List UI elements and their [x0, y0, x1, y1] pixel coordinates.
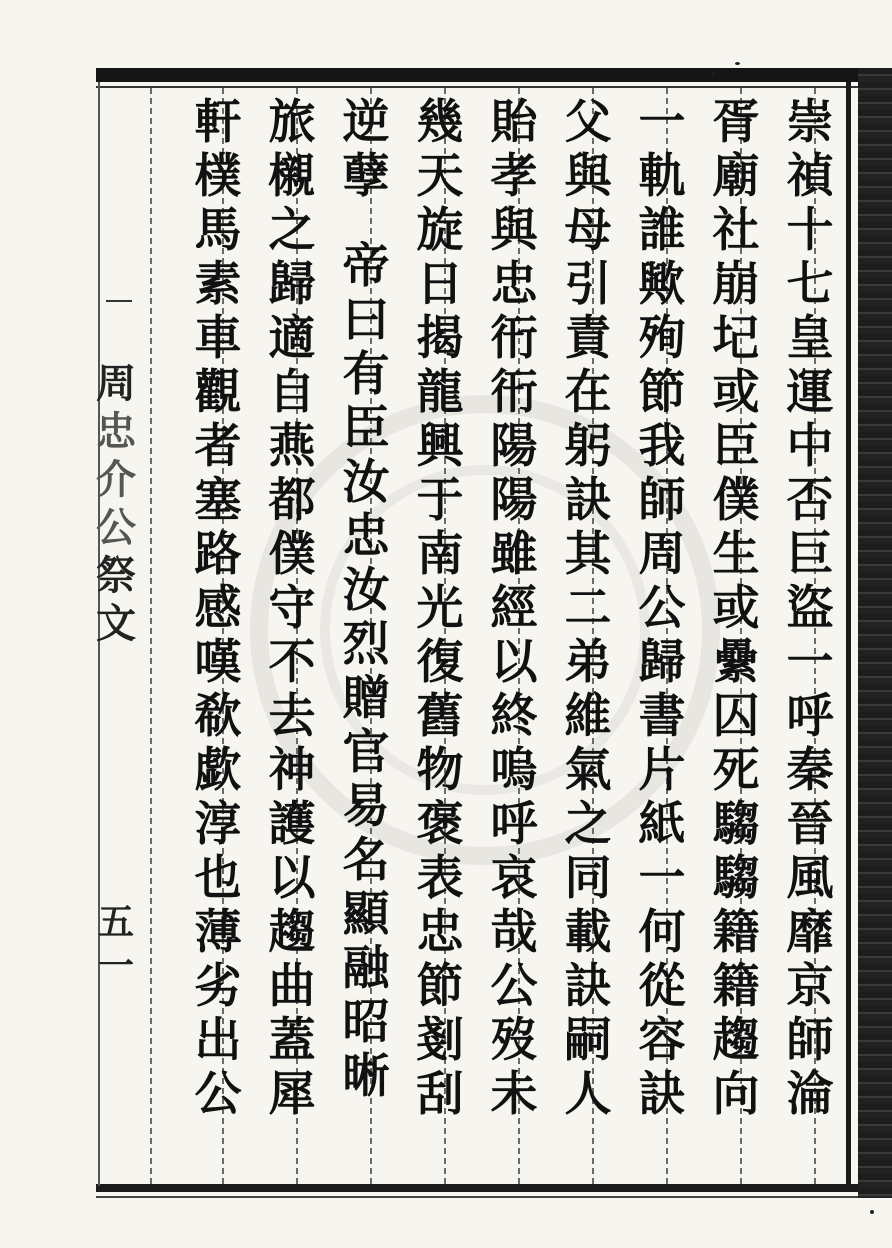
column-character: 護 — [268, 797, 316, 852]
column-character: 逆 — [342, 95, 390, 150]
column-character: 孽 — [342, 149, 390, 204]
column-character: 公 — [490, 959, 538, 1014]
column-character: 籍 — [712, 905, 760, 960]
column-character: 蓋 — [268, 1013, 316, 1068]
column-character: 之 — [268, 203, 316, 258]
column-character: 觀 — [194, 365, 242, 420]
column-character: 嘆 — [194, 635, 242, 690]
spine-title-character: 祭 — [96, 552, 136, 599]
column-character: 弟 — [564, 635, 612, 690]
column-character: 哉 — [490, 905, 538, 960]
column-character: 官 — [342, 725, 390, 780]
column-character: 陽 — [490, 419, 538, 474]
column-character: 周 — [638, 527, 686, 582]
column-character: 路 — [194, 527, 242, 582]
column-character: 巨 — [786, 527, 834, 582]
column-character: 秦 — [786, 743, 834, 798]
spine-title — [90, 360, 142, 648]
bottom-border — [96, 1184, 858, 1192]
right-frame-rule — [846, 82, 851, 1190]
column-character: 胥 — [712, 95, 760, 150]
column-character: 以 — [490, 635, 538, 690]
column-divider — [150, 88, 152, 1184]
column-character: 素 — [194, 257, 242, 312]
column-character: 者 — [194, 419, 242, 474]
top-border — [96, 68, 892, 82]
column-character: 晉 — [786, 797, 834, 852]
column-character: 興 — [416, 419, 464, 474]
column-character: 有 — [342, 347, 390, 402]
column-character: 南 — [416, 527, 464, 582]
column-character: 人 — [564, 1067, 612, 1122]
column-character: 物 — [416, 743, 464, 798]
column-character: 臣 — [712, 419, 760, 474]
column-character: 崇 — [786, 95, 834, 150]
bottom-border-rule — [96, 1196, 858, 1198]
column-character: 以 — [268, 851, 316, 906]
column-character: 于 — [416, 473, 464, 528]
column-character: 二 — [564, 581, 612, 636]
column-character: 趨 — [712, 1013, 760, 1068]
column-character: 向 — [712, 1067, 760, 1122]
column-character: 歿 — [490, 1013, 538, 1068]
column-character: 其 — [564, 527, 612, 582]
text-column-3 — [632, 96, 692, 1176]
column-character: 貽 — [490, 95, 538, 150]
column-character: 淳 — [194, 797, 242, 852]
column-character: 與 — [490, 203, 538, 258]
column-character: 父 — [564, 95, 612, 150]
column-character: 呼 — [490, 797, 538, 852]
spine-title-character: 文 — [96, 600, 136, 647]
column-character: 贈 — [342, 671, 390, 726]
text-column-2 — [706, 96, 766, 1176]
column-character: 哀 — [490, 851, 538, 906]
column-character: 刮 — [416, 1067, 464, 1122]
column-character: 訣 — [638, 1067, 686, 1122]
column-character: 神 — [268, 743, 316, 798]
column-character: 公 — [638, 581, 686, 636]
column-character: 或 — [712, 581, 760, 636]
ink-speck — [712, 72, 715, 75]
column-character: 維 — [564, 689, 612, 744]
column-character: 日 — [416, 257, 464, 312]
column-character: 孝 — [490, 149, 538, 204]
column-character: 禎 — [786, 149, 834, 204]
column-character: 龍 — [416, 365, 464, 420]
column-character: 薄 — [194, 905, 242, 960]
column-character: 七 — [786, 257, 834, 312]
column-character: 躬 — [564, 419, 612, 474]
column-character: 中 — [786, 419, 834, 474]
column-character: 師 — [786, 1013, 834, 1068]
top-border-rule — [96, 86, 892, 88]
column-character: 氣 — [564, 743, 612, 798]
column-character: 嗚 — [490, 743, 538, 798]
column-character: 烈 — [342, 617, 390, 672]
spine-title-character: 忠 — [96, 408, 136, 455]
spine-title-character: 介 — [96, 456, 136, 503]
column-character: 何 — [638, 905, 686, 960]
column-character: 旋 — [416, 203, 464, 258]
column-character: 軌 — [638, 149, 686, 204]
column-character: 忠 — [342, 509, 390, 564]
column-character: 曰 — [342, 293, 390, 348]
column-character: 同 — [564, 851, 612, 906]
column-character: 塞 — [194, 473, 242, 528]
column-character: 節 — [638, 365, 686, 420]
column-character: 雖 — [490, 527, 538, 582]
ink-speck — [735, 62, 740, 65]
column-character: 籍 — [712, 959, 760, 1014]
column-character: 節 — [416, 959, 464, 1014]
column-character: 適 — [268, 311, 316, 366]
column-character: 囚 — [712, 689, 760, 744]
column-character: 晰 — [342, 1049, 390, 1104]
column-character: 表 — [416, 851, 464, 906]
column-character: 櫬 — [268, 149, 316, 204]
column-character: 幾 — [416, 95, 464, 150]
column-character: 紙 — [638, 797, 686, 852]
column-character: 公 — [194, 1067, 242, 1122]
column-character: 光 — [416, 581, 464, 636]
column-character: 生 — [712, 527, 760, 582]
column-character: 靡 — [786, 905, 834, 960]
column-character: 歔 — [194, 743, 242, 798]
column-character: 劣 — [194, 959, 242, 1014]
column-character: 汝 — [342, 455, 390, 510]
column-character: 片 — [638, 743, 686, 798]
column-character: 陽 — [490, 473, 538, 528]
column-character: 與 — [564, 149, 612, 204]
column-character: 出 — [194, 1013, 242, 1068]
column-character: 僕 — [268, 527, 316, 582]
column-character: 十 — [786, 203, 834, 258]
column-character: 纍 — [712, 635, 760, 690]
column-character: 顯 — [342, 887, 390, 942]
column-character: 在 — [564, 365, 612, 420]
column-character: 圮 — [712, 311, 760, 366]
column-character: 剗 — [416, 1013, 464, 1068]
column-character: 忠 — [490, 257, 538, 312]
column-character: 淪 — [786, 1067, 834, 1122]
column-character: 一 — [786, 635, 834, 690]
column-character: 去 — [268, 689, 316, 744]
column-character: 終 — [490, 689, 538, 744]
spine-page-character: 五 — [97, 901, 134, 943]
column-character: 臣 — [342, 401, 390, 456]
column-character: 歟 — [638, 257, 686, 312]
column-character: 母 — [564, 203, 612, 258]
column-character: 呼 — [786, 689, 834, 744]
column-character: 也 — [194, 851, 242, 906]
column-character: 書 — [638, 689, 686, 744]
column-character: 天 — [416, 149, 464, 204]
ink-speck — [870, 1210, 874, 1214]
column-character: 名 — [342, 833, 390, 888]
column-character: 犀 — [268, 1067, 316, 1122]
column-character: 訣 — [564, 473, 612, 528]
spine-title-character: 公 — [96, 504, 136, 551]
column-character: 師 — [638, 473, 686, 528]
column-character: 皇 — [786, 311, 834, 366]
column-character: 軒 — [194, 95, 242, 150]
column-character: 曲 — [268, 959, 316, 1014]
column-character: 馬 — [194, 203, 242, 258]
column-character: 趨 — [268, 905, 316, 960]
column-character: 運 — [786, 365, 834, 420]
column-character: 騶 — [712, 851, 760, 906]
column-character: 舊 — [416, 689, 464, 744]
text-column-1 — [780, 96, 840, 1176]
column-character: 嗣 — [564, 1013, 612, 1068]
column-character: 載 — [564, 905, 612, 960]
column-character: 否 — [786, 473, 834, 528]
spine-page-character: 一 — [97, 945, 134, 987]
column-character: 殉 — [638, 311, 686, 366]
column-character: 死 — [712, 743, 760, 798]
column-character: 燕 — [268, 419, 316, 474]
column-character: 訣 — [564, 959, 612, 1014]
column-character: 感 — [194, 581, 242, 636]
text-column-6 — [410, 96, 470, 1176]
column-character: 揭 — [416, 311, 464, 366]
column-character: 自 — [268, 365, 316, 420]
column-character: 旅 — [268, 95, 316, 150]
column-character: 忠 — [416, 905, 464, 960]
column-character: 經 — [490, 581, 538, 636]
column-character: 引 — [564, 257, 612, 312]
column-character: 責 — [564, 311, 612, 366]
text-column-9 — [188, 96, 248, 1176]
column-character: 廟 — [712, 149, 760, 204]
column-character: 欷 — [194, 689, 242, 744]
column-character: 京 — [786, 959, 834, 1014]
column-character: 都 — [268, 473, 316, 528]
column-character: 不 — [268, 635, 316, 690]
column-character: 歸 — [638, 635, 686, 690]
column-character: 一 — [638, 95, 686, 150]
column-character: 社 — [712, 203, 760, 258]
column-character: 我 — [638, 419, 686, 474]
column-character: 之 — [564, 797, 612, 852]
column-character: 帝 — [342, 239, 390, 294]
column-character: 樸 — [194, 149, 242, 204]
column-character: 未 — [490, 1067, 538, 1122]
text-column-7 — [336, 96, 396, 1176]
column-character: 騶 — [712, 797, 760, 852]
column-character: 車 — [194, 311, 242, 366]
spine-rule — [106, 300, 132, 302]
column-character: 褒 — [416, 797, 464, 852]
spine-title-character: 周 — [96, 360, 136, 407]
column-character: 風 — [786, 851, 834, 906]
column-character: 或 — [712, 365, 760, 420]
column-character: 歸 — [268, 257, 316, 312]
right-frame-edge — [858, 68, 892, 1198]
column-character: 易 — [342, 779, 390, 834]
column-character: 復 — [416, 635, 464, 690]
column-character: 誰 — [638, 203, 686, 258]
text-column-5 — [484, 96, 544, 1176]
column-character: 崩 — [712, 257, 760, 312]
column-character: 守 — [268, 581, 316, 636]
column-character: 僕 — [712, 473, 760, 528]
text-column-4 — [558, 96, 618, 1176]
column-character: 汝 — [342, 563, 390, 618]
column-character: 盜 — [786, 581, 834, 636]
column-character: 昭 — [342, 995, 390, 1050]
text-column-8 — [262, 96, 322, 1176]
column-character: 容 — [638, 1013, 686, 1068]
column-character: 一 — [638, 851, 686, 906]
column-space — [336, 204, 396, 240]
column-character: 衎 — [490, 365, 538, 420]
column-character: 衎 — [490, 311, 538, 366]
spine-page-number — [90, 900, 142, 988]
column-character: 融 — [342, 941, 390, 996]
column-character: 從 — [638, 959, 686, 1014]
